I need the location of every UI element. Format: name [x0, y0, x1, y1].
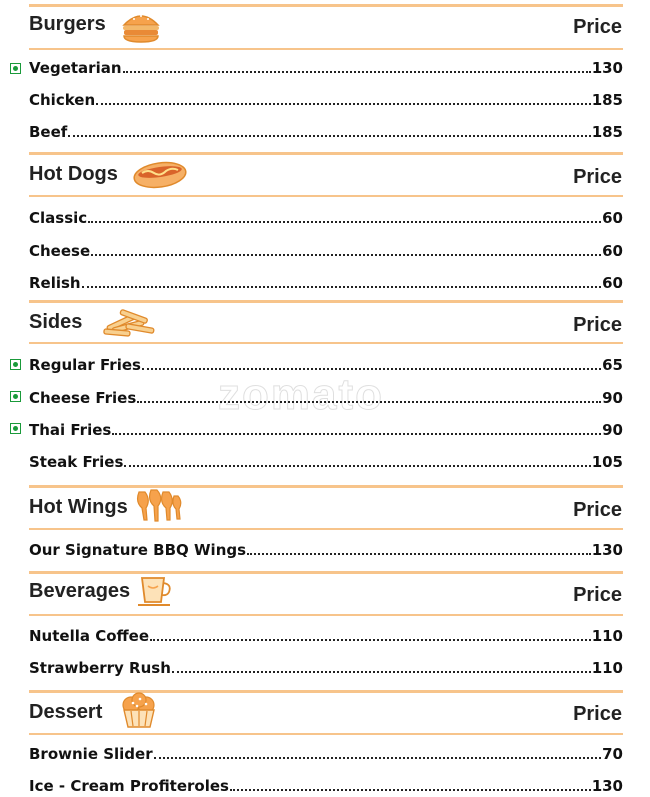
menu-item: [29, 55, 623, 77]
menu-item: [29, 417, 623, 439]
item-name: Cheese Fries: [29, 389, 137, 407]
coffee-cup-icon: [136, 574, 176, 612]
price-header: Price: [573, 314, 622, 336]
item-name: Brownie Slider: [29, 745, 153, 763]
item-price: 130: [591, 59, 623, 77]
item-name: Ice - Cream Profiteroles: [29, 777, 229, 795]
section-rule: [29, 571, 623, 574]
menu-item: [29, 385, 623, 407]
item-name: Our Signature BBQ Wings: [29, 541, 247, 559]
veg-icon: [10, 63, 21, 74]
section-rule: [29, 152, 623, 155]
leader-dots: [68, 135, 590, 137]
leader-dots: [172, 671, 591, 673]
section-rule: [29, 195, 623, 197]
item-price: 130: [591, 777, 623, 795]
veg-icon: [10, 359, 21, 370]
item-price: 60: [602, 274, 623, 292]
item-price: 90: [602, 389, 623, 407]
leader-dots: [82, 286, 602, 288]
leader-dots: [88, 221, 601, 223]
item-price: 185: [591, 91, 623, 109]
item-price: 60: [602, 209, 623, 227]
item-name: Strawberry Rush: [29, 659, 171, 677]
item-name: Cheese: [29, 242, 91, 260]
item-name: Chicken: [29, 91, 96, 109]
price-header: Price: [573, 499, 622, 521]
leader-dots: [154, 757, 602, 759]
leader-dots: [124, 465, 590, 467]
item-name: Classic: [29, 209, 88, 227]
item-name: Relish: [29, 274, 81, 292]
item-price: 110: [591, 627, 623, 645]
menu-item: [29, 270, 623, 292]
item-name: Beef: [29, 123, 68, 141]
menu-item: [29, 205, 623, 227]
section-title: Hot Dogs: [29, 163, 118, 185]
item-price: 60: [602, 242, 623, 260]
leader-dots: [96, 103, 591, 105]
menu-item: [29, 537, 623, 559]
leader-dots: [123, 71, 591, 73]
item-price: 90: [602, 421, 623, 439]
menu-item: [29, 449, 623, 471]
item-price: 65: [602, 356, 623, 374]
hot-dog-icon: [132, 158, 188, 190]
menu-item: [29, 352, 623, 374]
cupcake-icon: [118, 692, 160, 730]
section-rule: [29, 4, 623, 7]
leader-dots: [142, 368, 601, 370]
leader-dots: [150, 639, 591, 641]
leader-dots: [137, 401, 601, 403]
section-title: Burgers: [29, 13, 106, 35]
section-rule: [29, 485, 623, 488]
item-price: 130: [591, 541, 623, 559]
price-header: Price: [573, 584, 622, 606]
price-header: Price: [573, 703, 622, 725]
menu-item: [29, 119, 623, 141]
item-price: 110: [591, 659, 623, 677]
burger-icon: [120, 9, 162, 45]
menu-item: [29, 655, 623, 677]
leader-dots: [247, 553, 591, 555]
section-rule: [29, 614, 623, 616]
section-title: Dessert: [29, 701, 103, 723]
item-name: Vegetarian: [29, 59, 122, 77]
price-header: Price: [573, 166, 622, 188]
veg-icon: [10, 391, 21, 402]
section-rule: [29, 733, 623, 735]
menu-item: [29, 623, 623, 645]
leader-dots: [91, 254, 601, 256]
item-name: Regular Fries: [29, 356, 141, 374]
section-rule: [29, 342, 623, 344]
item-name: Nutella Coffee: [29, 627, 150, 645]
menu-item: [29, 87, 623, 109]
menu-item: [29, 741, 623, 763]
chicken-wings-icon: [133, 488, 183, 524]
watermark: zomato: [218, 370, 384, 419]
menu-item: [29, 238, 623, 260]
section-title: Sides: [29, 311, 83, 333]
menu-item: [29, 773, 623, 795]
leader-dots: [230, 789, 591, 791]
veg-icon: [10, 423, 21, 434]
fries-icon: [100, 304, 160, 340]
price-header: Price: [573, 16, 622, 38]
item-price: 70: [602, 745, 623, 763]
leader-dots: [112, 433, 601, 435]
section-title: Hot Wings: [29, 496, 128, 518]
section-rule: [29, 48, 623, 50]
section-rule: [29, 300, 623, 303]
section-rule: [29, 528, 623, 530]
item-name: Thai Fries: [29, 421, 112, 439]
section-title: Beverages: [29, 580, 131, 602]
item-price: 105: [591, 453, 623, 471]
item-price: 185: [591, 123, 623, 141]
item-name: Steak Fries: [29, 453, 124, 471]
